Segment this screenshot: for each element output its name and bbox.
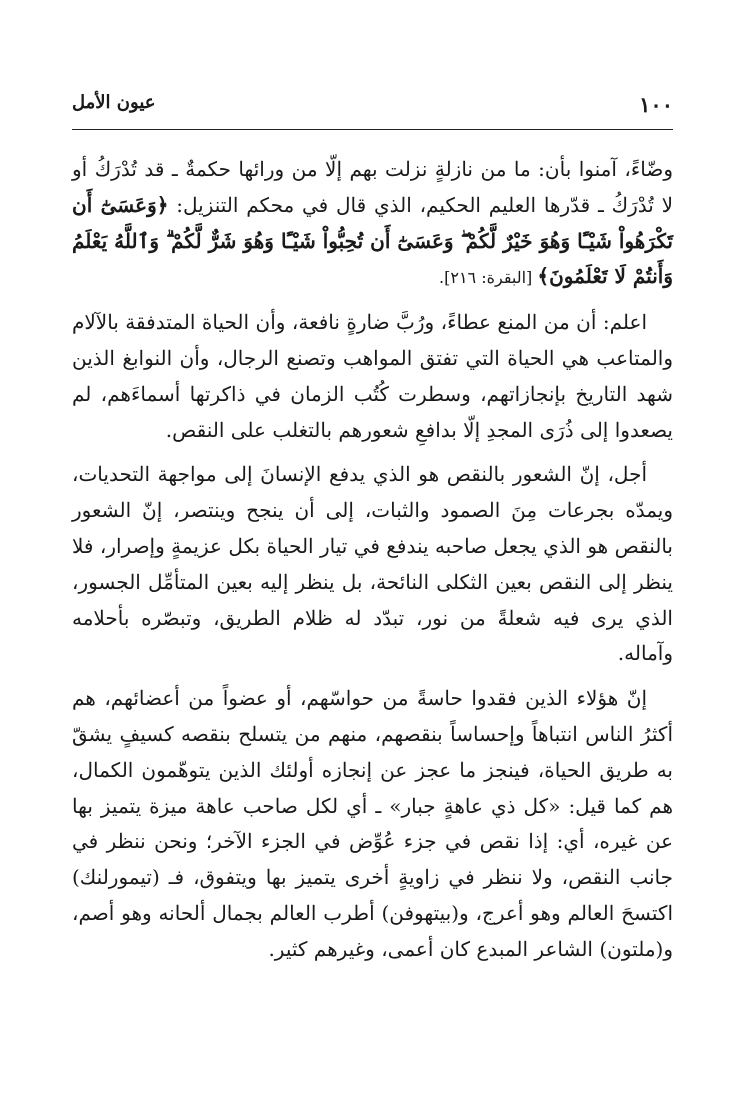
page-header <box>72 86 673 126</box>
paragraph-1-text: وضّاءً، آمنوا بأن: ما من نازلةٍ نزلت بهم إلّا من ورائها حكمةٌ ـ قد تُدْرَكُ أو لا تُدْرَكُ ـ قدّرها العليم الحكيم، الذي قال في محكم التنزيل: <box>72 157 674 217</box>
paragraph-4: إنّ هؤلاء الذين فقدوا حاسةً من حواسّهم، أو عضواً من أعضائهم، هم أكثرُ الناس انتباهاً وإحساساً بنقصهم، منهم من يتسلح بنقصه كسيفٍ يشقّ به طريق الحياة، فينجز ما عجز عن إنجازه أولئك الذين يتوهّمون الكمال، هم كما قيل: «كل ذي عاهةٍ جبار» ـ أي لكل صاحب عاهة ميزة يتميز بها عن غيره، أي: إذا نقص في جزء عُوِّض في الجزء الآخر؛ ونحن ننظر في جانب النقص، ولا ننظر في زاويةٍ أخرى يتميز بها ويتفوق، فـ (تيمورلنك) اكتسحَ العالم وهو أعرج، و(بيتهوفن) أطرب العالم بجمال ألحانه وهو أصم، و(ملتون) الشاعر المبدع كان أعمى، وغيرهم كثير. <box>72 686 674 961</box>
verse-reference: [البقرة: ٢١٦]. <box>439 268 538 288</box>
page-body <box>72 152 673 968</box>
header-rule <box>72 129 673 130</box>
paragraph-2: اعلم: أن من المنع عطاءً، ورُبَّ ضارةٍ نافعة، وأن الحياة المتدفقة بالآلام والمتاعب هي الحياة التي تفتق المواهب وتصنع الرجال، وأن النوابغ الذين شهد التاريخ بإنجازاتهم، وسطرت كُتُب الزمان في ذاكرتها أسماءَهم، لم يصعدوا إلى ذُرَى المجدِ إلّا بدافعِ شعورهم بالتغلب على النقص. <box>72 310 673 442</box>
paragraph-1 <box>72 152 673 296</box>
paragraph-3: أجل، إنّ الشعور بالنقص هو الذي يدفع الإنسانَ إلى مواجهة التحديات، ويمدّه بجرعات مِنَ الصمود والثبات، إلى أن ينجح وينتصر، إنّ الشعور بالنقص هو الذي يجعل صاحبه يندفع في تيار الحياة بكل عزيمةٍ وإصرار، فلا ينظر إلى النقص بعين الثكلى النائحة، بل ينظر إليه بعين المتأمِّل الجسور، الذي يرى فيه شعلةً من نور، تبدّد له ظلام الطريق، وتبصّره بأحلامه وآماله. <box>72 462 673 666</box>
quran-verse: ﴿وَعَسَىٰٓ أَن تَكْرَهُواْ شَيْـًٔا وَهُوَ خَيْرٌ لَّكُمْ ۖ وَعَسَىٰٓ أَن تُحِبُّواْ شَيْـًٔا وَهُوَ شَرٌّ لَّكُمْ ۗ وَٱللَّهُ يَعْلَمُ وَأَنتُمْ لَا تَعْلَمُونَ﴾ <box>72 192 673 289</box>
page-number: ١٠٠ <box>639 92 673 117</box>
running-title: عيون الأمل <box>72 92 156 113</box>
